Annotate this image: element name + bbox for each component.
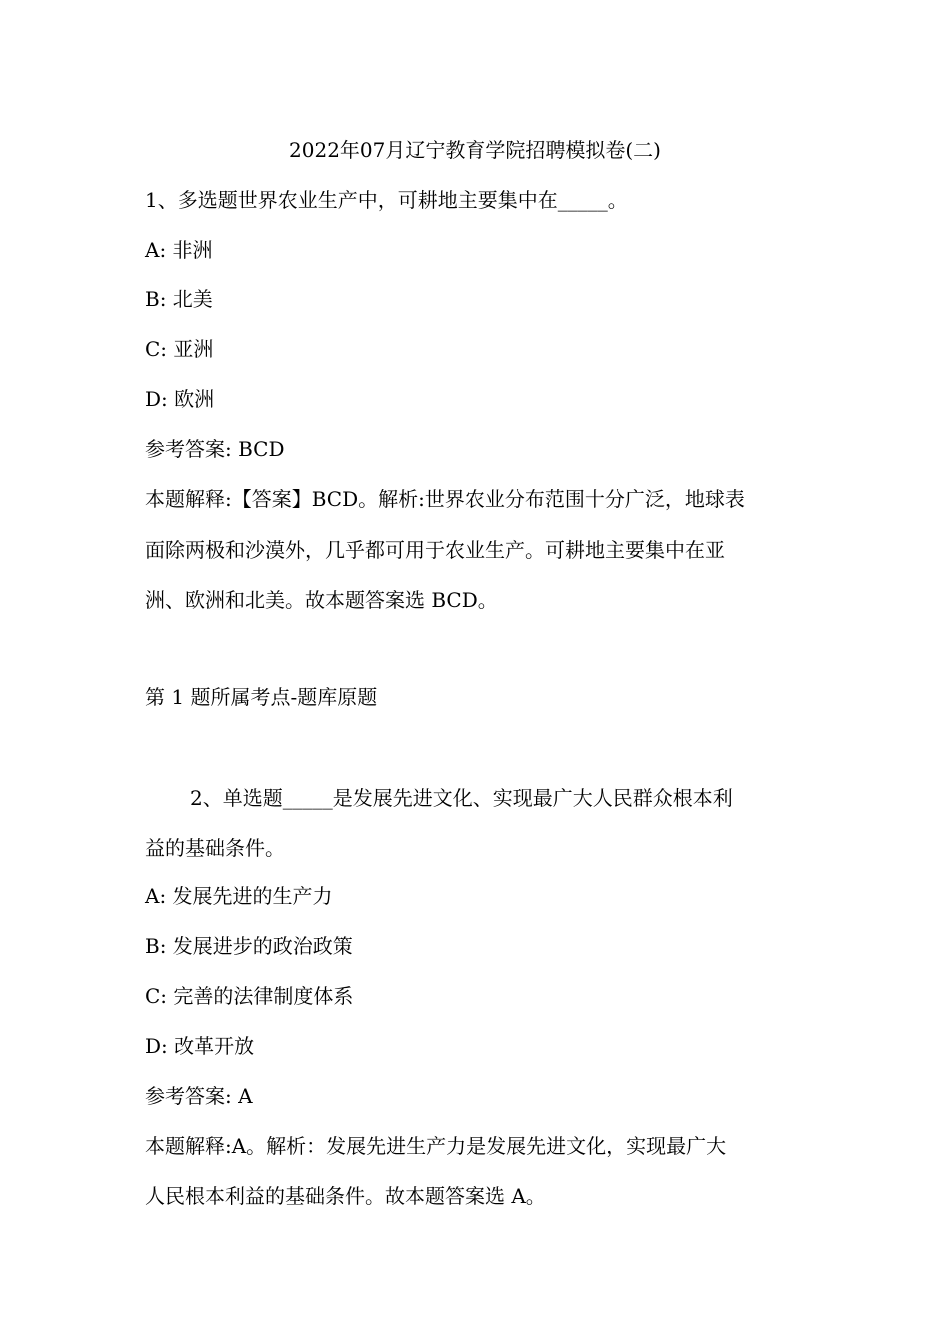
option-b: B: 北美: [145, 287, 213, 311]
document-title: 2022年07月辽宁教育学院招聘模拟卷(二): [289, 138, 661, 162]
question-source: 第 1 题所属考点-题库原题: [145, 685, 378, 709]
option-c: C: 亚洲: [145, 337, 214, 361]
question-stem: 2、单选题_____是发展先进文化、实现最广大人民群众根本利: [190, 786, 733, 810]
question-stem: 益的基础条件。: [145, 836, 285, 860]
explanation-line: 洲、欧洲和北美。故本题答案选 BCD。: [145, 588, 498, 612]
question-stem: 1、多选题世界农业生产中，可耕地主要集中在_____。: [145, 188, 628, 212]
explanation-line: 面除两极和沙漠外，几乎都可用于农业生产。可耕地主要集中在亚: [145, 538, 725, 562]
reference-answer: 参考答案: BCD: [145, 437, 285, 461]
option-d: D: 欧洲: [145, 387, 215, 411]
explanation-line: 人民根本利益的基础条件。故本题答案选 A。: [145, 1184, 546, 1208]
option-b: B: 发展进步的政治政策: [145, 934, 353, 958]
option-a: A: 非洲: [145, 238, 213, 262]
option-c: C: 完善的法律制度体系: [145, 984, 354, 1008]
option-d: D: 改革开放: [145, 1034, 255, 1058]
reference-answer: 参考答案: A: [145, 1084, 253, 1108]
option-a: A: 发展先进的生产力: [145, 884, 333, 908]
explanation-line: 本题解释:【答案】BCD。解析:世界农业分布范围十分广泛，地球表: [145, 487, 745, 511]
explanation-line: 本题解释:A。解析：发展先进生产力是发展先进文化，实现最广大: [145, 1134, 727, 1158]
